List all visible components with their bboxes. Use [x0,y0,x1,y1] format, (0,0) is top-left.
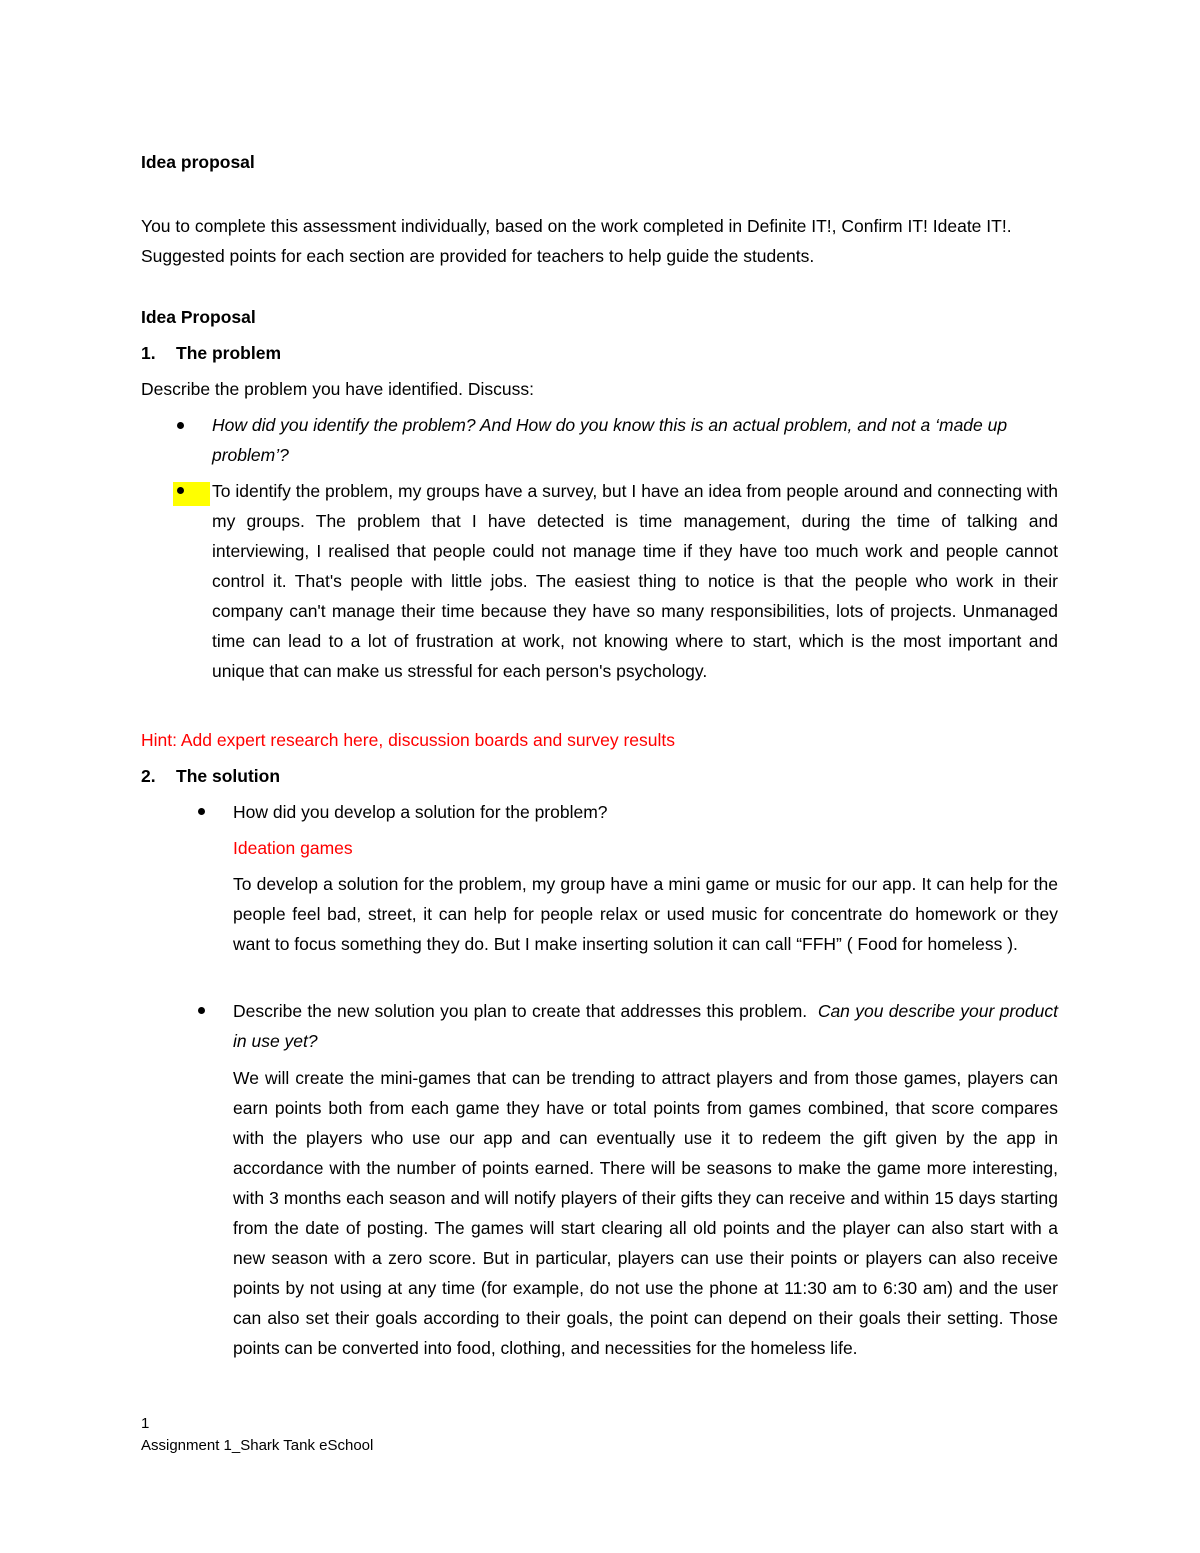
problem-answer: To identify the problem, my groups have a survey, but I have an idea from people around and connecting with my groups. The problem that I have detected is time management, during the time of talking and interviewing, I realised that people could not manage time if they have too much work and people cannot control it. That's people with little jobs. The easiest thing to notice is that the people who work in their company can't manage their time because they have so many responsibilities, lots of projects. Unmanaged time can lead to a lot of frustration at work, not knowing where to start, which is the most important and unique that can make us stressful for each person's psychology. [212,481,1058,681]
intro-paragraph: You to complete this assessment individually, based on the work completed in Definite IT!, Confirm IT! Ideate IT!. Suggested points for each section are provided for teachers to help guide the students. [141,216,1012,266]
solution-answer-1: To develop a solution for the problem, my group have a mini game or music for our app. It can help for the people feel bad, street, it can help for people relax or used music for concentrate do homework or they want to focus something they do. But I make inserting solution it can call “FFH” ( Food for homeless ). [233,874,1058,954]
solution-question-2 [233,996,1058,1056]
problem-number: 1. [141,343,156,363]
solution-question-1: How did you develop a solution for the problem? [233,802,608,822]
problem-hint: Hint: Add expert research here, discussion boards and survey results [141,730,676,750]
document-title: Idea proposal [141,152,255,172]
page-number: 1 [141,1415,150,1432]
solution-heading: The solution [176,766,281,786]
bullet-icon [198,1007,205,1014]
bullet-icon [177,487,184,494]
solution-question-2-text: Describe the new solution you plan to create that addresses this problem. [233,1001,808,1021]
bullet-icon [177,422,184,429]
problem-question: How did you identify the problem? And How do you know this is an actual problem, and not a ‘made up problem’? [212,415,1008,465]
bullet-icon [198,808,205,815]
ideation-label: Ideation games [233,838,353,858]
solution-number: 2. [141,766,156,786]
problem-heading: The problem [176,343,282,363]
highlight-mark [173,482,210,506]
problem-prompt: Describe the problem you have identified. Discuss: [141,379,534,399]
section-heading: Idea Proposal [141,307,256,327]
footer-text: Assignment 1_Shark Tank eSchool [141,1437,374,1454]
solution-answer-2: We will create the mini-games that can be trending to attract players and from those games, players can earn points both from each game they have or total points from games combined, that score compares with the players who use our app and can eventually use it to redeem the gift given by the app in accordance with the number of points earned. There will be seasons to make the game more interesting, with 3 months each season and will notify players of their gifts they can receive and within 15 days starting from the date of posting. The games will start clearing all old points and the player can also start with a new season with a zero score. But in particular, players can use their points or players can also receive points by not using at any time (for example, do not use the phone at 11:30 am to 6:30 am) and the user can also set their goals according to their goals, the point can depend on their goals their setting. Those points can be converted into food, clothing, and necessities for the homeless life. [233,1068,1058,1358]
solution-question-2-italic: Can you describe your product in use yet? [233,1001,1058,1051]
